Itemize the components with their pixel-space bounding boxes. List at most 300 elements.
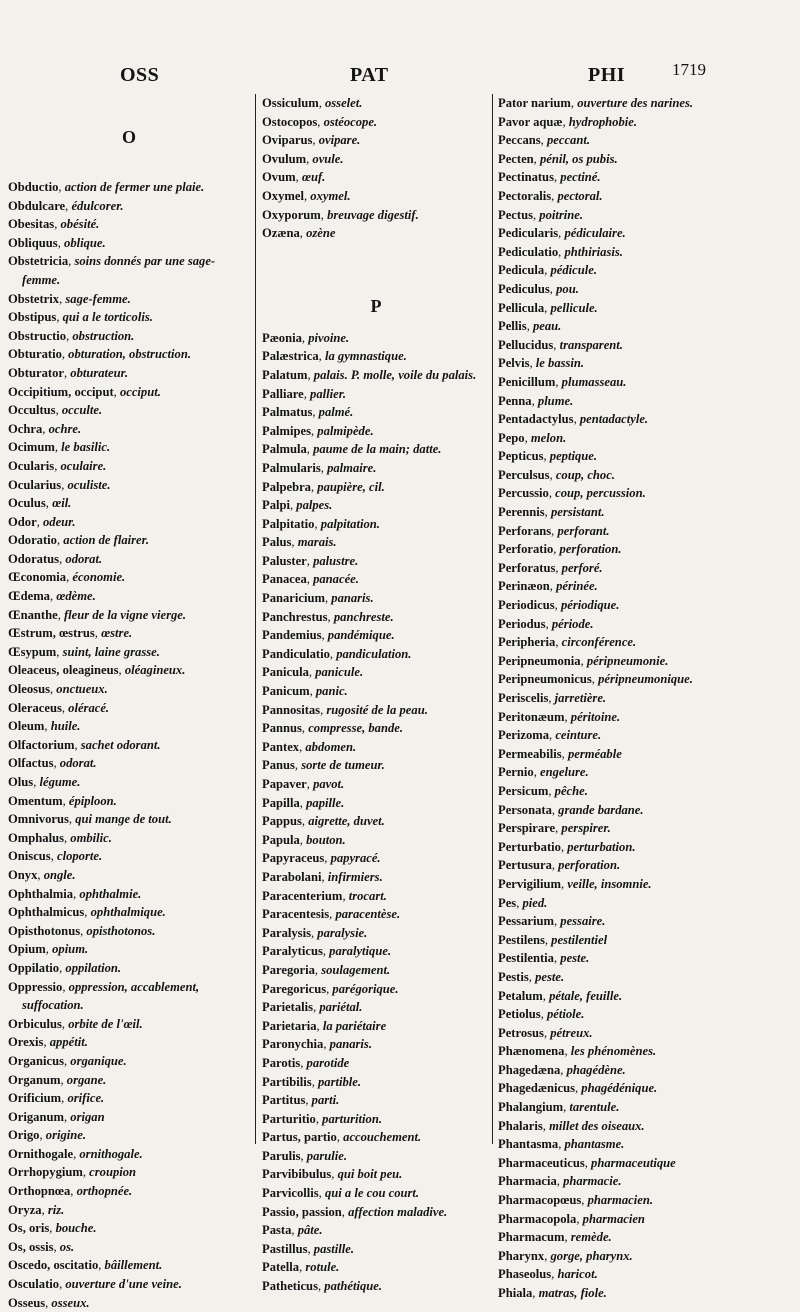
entry-definition: paralytique. [329, 944, 392, 959]
entry-definition: les phénomènes. [570, 1044, 657, 1059]
dictionary-entry: Pernio, engelure. [498, 765, 589, 780]
entry-term: Partitus [262, 1093, 306, 1108]
entry-term: Os, oris [8, 1221, 50, 1236]
entry-definition: pharmaceutique [591, 1155, 676, 1170]
entry-definition: affection maladive. [348, 1204, 448, 1219]
entry-definition: occulte. [61, 403, 103, 418]
entry-definition: pectiné. [560, 170, 601, 185]
dictionary-entry: Pertusura, perforation. [498, 858, 621, 873]
entry-definition: palmaire. [327, 460, 377, 475]
dictionary-entry: Obturatio, obturation, obstruction. [8, 347, 191, 362]
dictionary-entry: Palmipes, palmipède. [262, 423, 374, 438]
entry-definition: palustre. [313, 553, 359, 568]
entry-term: Obesitas [8, 217, 55, 232]
entry-definition: ongle. [43, 867, 76, 882]
entry-definition: ostéocope. [323, 114, 378, 129]
dictionary-entry: Olfactorium, sachet odorant. [8, 737, 161, 752]
entry-definition: palpitation. [320, 516, 380, 531]
entry-term: Pedicularis [498, 226, 559, 241]
entry-term: Ocularius [8, 477, 62, 492]
dictionary-entry: Parulis, parulie. [262, 1148, 348, 1163]
entry-term: Pervigilium [498, 876, 561, 891]
entry-definition: abdomen. [305, 739, 357, 754]
dictionary-entry: Palmula, paume de la main; datte. [262, 442, 442, 457]
entry-definition: oppression, accablement, suffocation. [22, 979, 200, 1013]
dictionary-entry: Ophthalmia, ophthalmie. [8, 886, 142, 901]
entry-definition: perforation. [558, 858, 621, 873]
dictionary-entry: Oniscus, cloporte. [8, 849, 103, 864]
entry-definition: ovule. [312, 151, 344, 166]
entry-definition: osselet. [324, 96, 363, 110]
entry-definition: palpes. [296, 498, 333, 513]
entry-definition: phthiriasis. [564, 244, 623, 259]
dictionary-entry: Panicula, panicule. [262, 665, 364, 680]
entry-term: Omnivorus [8, 812, 69, 827]
entry-definition: ozène [306, 226, 336, 241]
entry-term: Pelvis [498, 356, 530, 371]
dictionary-entry: Peccans, peccant. [498, 133, 590, 148]
entry-term: Origanum [8, 1109, 64, 1124]
entry-definition: perforant. [557, 523, 610, 538]
entry-term: Phantasma [498, 1137, 559, 1152]
dictionary-entry: Obstetrix, sage-femme. [8, 291, 131, 306]
entry-term: Phagedæna [498, 1062, 561, 1077]
entry-definition: oblique. [64, 235, 106, 250]
entry-definition: oléracé. [68, 700, 110, 715]
dictionary-entry: Pediculus, pou. [498, 281, 579, 296]
dictionary-entry: Olfactus, odorat. [8, 756, 97, 771]
dictionary-entry: Pedicularis, pédiculaire. [498, 226, 626, 241]
column-left [8, 122, 250, 1312]
entry-definition: ochre. [48, 421, 82, 436]
entry-term: Omphalus [8, 830, 64, 845]
entry-definition: sorte de tumeur. [301, 758, 385, 773]
dictionary-entry: Permeabilis, perméable [498, 746, 622, 761]
dictionary-entry: Pellicula, pellicule. [498, 300, 598, 315]
entry-definition: économie. [72, 570, 126, 585]
entry-definition: orthopnée. [76, 1184, 133, 1199]
dictionary-entry: Periodus, période. [498, 616, 594, 631]
entry-definition: oculaire. [60, 458, 107, 473]
dictionary-entry: Pannositas, rugosité de la peau. [262, 702, 428, 717]
dictionary-entry: Oryza, riz. [8, 1202, 65, 1217]
entry-definition: jarretière. [554, 691, 607, 705]
entry-definition: millet des oiseaux. [549, 1118, 645, 1133]
dictionary-entry: Pepo, melon. [498, 430, 567, 445]
dictionary-entry: Orbiculus, orbite de l'œil. [8, 1016, 143, 1031]
entry-definition: osseux. [51, 1295, 90, 1310]
entry-term: Pestis [498, 969, 529, 984]
entry-term: Ophthalmicus [8, 905, 85, 920]
entry-term: Ovulum [262, 151, 307, 166]
entry-definition: œstre. [101, 626, 133, 641]
entry-term: Oniscus [8, 849, 51, 864]
dictionary-entry: Ochra, ochre. [8, 421, 82, 436]
entry-definition: épiploon. [68, 793, 117, 808]
dictionary-entry: Pharmacopœus, pharmacien. [498, 1193, 653, 1208]
dictionary-entry: Pes, pied. [498, 895, 548, 910]
entry-term: Oxyporum [262, 207, 321, 222]
entry-definition: peptique. [549, 449, 598, 464]
dictionary-entry: Odor, odeur. [8, 514, 76, 529]
entry-term: Œsypum [8, 644, 57, 659]
entry-term: Palmipes [262, 423, 311, 438]
dictionary-entry: Pelvis, le bassin. [498, 356, 585, 371]
entry-term: Pasta [262, 1223, 292, 1238]
entry-term: Obstetricia [8, 254, 69, 269]
entry-definition: périodique. [560, 598, 620, 613]
entry-definition: sage-femme. [65, 291, 131, 306]
entry-definition: paracentèse. [335, 907, 401, 922]
dictionary-entry: Oppilatio, oppilation. [8, 960, 122, 975]
entry-term: Perspirare [498, 821, 556, 836]
entry-definition: pessaire. [560, 914, 606, 929]
entry-term: Palæstrica [262, 349, 319, 364]
entry-term: Paralysis [262, 925, 311, 940]
entry-term: Panacea [262, 572, 307, 587]
dictionary-entry: Palpi, palpes. [262, 498, 333, 513]
entry-term: Peritonæum [498, 709, 565, 724]
dictionary-entry: Oscedo, oscitatio, bâillement. [8, 1258, 163, 1273]
entry-definition: peau. [532, 319, 562, 334]
entry-term: Petrosus [498, 1025, 544, 1040]
dictionary-entry: Pharmacopola, pharmacien [498, 1211, 645, 1226]
dictionary-entry: Osseus, osseux. [8, 1295, 90, 1310]
entry-term: Ocimum [8, 440, 55, 455]
entry-definition: compresse, bande. [308, 721, 403, 736]
dictionary-entry: Pestis, peste. [498, 969, 565, 984]
entry-term: Obductio [8, 180, 59, 194]
entry-definition: grande bardane. [558, 802, 644, 817]
dictionary-entry: Personata, grande bardane. [498, 802, 644, 817]
dictionary-entry: Œstrum, œstrus, œstre. [8, 626, 133, 641]
dictionary-entry: Peripneumonicus, péripneumonique. [498, 672, 693, 687]
entry-term: Pentadactylus [498, 412, 574, 427]
entry-term: Obstructio [8, 328, 67, 343]
entry-definition: organique. [70, 1053, 127, 1068]
dictionary-entry: Perinæon, périnée. [498, 579, 598, 594]
entry-definition: pallier. [310, 386, 347, 401]
entry-definition: œuf. [301, 170, 326, 185]
entry-term: Obdulcare [8, 198, 66, 213]
dictionary-entry: Papyraceus, papyracé. [262, 851, 381, 866]
dictionary-entry: Penna, plume. [498, 393, 574, 408]
dictionary-entry: Petrosus, pétreux. [498, 1025, 593, 1040]
entry-definition: persistant. [550, 505, 605, 520]
entry-term: Phalaris [498, 1118, 543, 1133]
entry-definition: fleur de la vigne vierge. [63, 607, 187, 622]
entry-definition: qui a le cou court. [324, 1186, 420, 1201]
entry-term: Peripneumonicus [498, 672, 592, 687]
dictionary-entry: Œdema, œdème. [8, 589, 96, 604]
entry-term: Palpi [262, 498, 290, 513]
entry-term: Pectinatus [498, 170, 554, 185]
entry-term: Opium [8, 942, 46, 957]
column-right [498, 94, 716, 1303]
entry-term: Œstrum, œstrus [8, 626, 95, 641]
entry-term: Pedicula [498, 263, 545, 278]
entry-term: Oppressio [8, 979, 63, 994]
dictionary-entry: Perennis, persistant. [498, 505, 605, 520]
entry-definition: édulcorer. [71, 198, 124, 213]
entry-definition: pellicule. [550, 300, 598, 315]
dictionary-entry: Origo, origine. [8, 1128, 87, 1143]
dictionary-entry: Papula, bouton. [262, 832, 346, 847]
entry-definition: ovipare. [318, 133, 361, 148]
entry-term: Personata [498, 802, 552, 817]
dictionary-entry: Palatum, palais. P. molle, voile du palais. [262, 367, 477, 382]
dictionary-entry: Peripneumonia, péripneumonie. [498, 653, 669, 668]
dictionary-entry: Phiala, matras, fiole. [498, 1286, 607, 1300]
entry-term: Perinæon [498, 579, 550, 594]
dictionary-entry: Phantasma, phantasme. [498, 1137, 625, 1152]
entry-term: Pestilentia [498, 951, 554, 966]
entry-term: Papilla [262, 795, 300, 810]
dictionary-entry: Paralyticus, paralytique. [262, 944, 392, 959]
dictionary-entry: Pharmaceuticus, pharmaceutique [498, 1155, 676, 1170]
dictionary-entry: Petalum, pétale, feuille. [498, 988, 623, 1003]
entry-term: Pharmacopœus [498, 1193, 582, 1208]
entry-definition: veille, insomnie. [567, 876, 652, 891]
dictionary-entry: Panacea, panacée. [262, 572, 359, 587]
entry-definition: oppilation. [65, 960, 122, 975]
entry-term: Ozæna [262, 226, 300, 241]
dictionary-entry: Pappus, aigrette, duvet. [262, 814, 385, 829]
entry-term: Osseus [8, 1295, 46, 1310]
dictionary-entry: Olus, légume. [8, 775, 81, 789]
dictionary-entry: Panus, sorte de tumeur. [262, 758, 385, 773]
entry-term: Organicus [8, 1053, 64, 1068]
entry-term: Periodus [498, 616, 546, 631]
entry-term: Phaseolus [498, 1267, 552, 1282]
entry-term: Oxymel [262, 188, 304, 203]
entry-definition: haricot. [557, 1267, 598, 1282]
entry-definition: infirmiers. [327, 869, 383, 884]
entry-definition: sachet odorant. [80, 737, 161, 752]
dictionary-entry: Palmularis, palmaire. [262, 460, 377, 475]
entry-term: Pannus [262, 721, 302, 736]
entry-term: Osculatio [8, 1277, 60, 1292]
entry-definition: perforé. [561, 560, 603, 575]
entry-term: Ossiculum [262, 96, 319, 110]
entry-term: Parvicollis [262, 1186, 319, 1201]
entry-term: Perculsus [498, 467, 550, 482]
entry-definition: parti. [311, 1093, 340, 1108]
entry-definition: pivoine. [308, 330, 350, 345]
entry-term: Palmatus [262, 405, 313, 420]
entry-definition: hydrophobie. [568, 114, 638, 129]
entry-definition: peste. [535, 969, 565, 984]
dictionary-entry: Petiolus, pétiole. [498, 1007, 585, 1022]
entry-definition: riz. [47, 1202, 65, 1217]
entry-definition: engelure. [539, 765, 589, 780]
entry-term: Panchrestus [262, 609, 328, 624]
entry-term: Ornithogale [8, 1146, 74, 1161]
page-header [0, 60, 800, 96]
entry-term: Orexis [8, 1035, 44, 1050]
entry-definition: panaris. [331, 591, 374, 606]
dictionary-entry: Origanum, origan [8, 1109, 105, 1124]
entry-definition: parotide [306, 1055, 350, 1070]
entry-definition: odorat. [59, 756, 97, 771]
entry-term: Papyraceus [262, 851, 325, 866]
entry-term: Pharynx [498, 1248, 545, 1263]
dictionary-entry: Ocimum, le basilic. [8, 440, 111, 455]
entry-definition: origan [70, 1109, 105, 1124]
entry-definition: pestilentiel [551, 932, 608, 947]
dictionary-entry: Percussio, coup, percussion. [498, 486, 646, 501]
entry-term: Pertusura [498, 858, 552, 873]
entry-definition: ophthalmique. [90, 905, 166, 920]
entry-definition: parturition. [322, 1111, 383, 1126]
entry-definition: melon. [530, 430, 567, 445]
entry-term: Periodicus [498, 598, 555, 613]
dictionary-entry: Obesitas, obésité. [8, 217, 100, 232]
dictionary-entry: Parabolani, infirmiers. [262, 869, 383, 884]
entry-definition: opium. [52, 942, 89, 957]
entry-term: Penna [498, 393, 532, 408]
dictionary-entry: Palliare, pallier. [262, 386, 347, 401]
entry-term: Phalangium [498, 1100, 564, 1115]
dictionary-entry: Pepticus, peptique. [498, 449, 598, 464]
dictionary-entry: Perforatio, perforation. [498, 542, 622, 557]
dictionary-entry: Pectus, poitrine. [498, 207, 584, 222]
column-rule [255, 94, 256, 1144]
entry-definition: rotule. [305, 1260, 340, 1275]
dictionary-entry: Onyx, ongle. [8, 867, 76, 882]
entry-definition: rugosité de la peau. [326, 702, 428, 717]
entry-definition: oxymel. [310, 188, 351, 203]
entry-term: Olfactorium [8, 737, 75, 752]
dictionary-entry: Obstetricia, soins donnés par une sage-femme. [8, 254, 216, 287]
dictionary-entry: Perforatus, perforé. [498, 560, 603, 575]
dictionary-entry: Pestilentia, peste. [498, 951, 590, 966]
running-head-center: PAT [350, 64, 389, 86]
entry-term: Phiala [498, 1286, 533, 1300]
entry-definition: circonférence. [561, 635, 637, 650]
entry-definition: papille. [306, 795, 345, 810]
entry-definition: perforation. [559, 542, 622, 557]
dictionary-entry: Parvicollis, qui a le cou court. [262, 1186, 420, 1201]
entry-term: Paregoria [262, 962, 315, 977]
entry-term: Paronychia [262, 1037, 324, 1052]
dictionary-entry: Pharmacia, pharmacie. [498, 1174, 622, 1189]
entry-definition: croupion [89, 1165, 137, 1180]
entry-term: Pestilens [498, 932, 545, 947]
dictionary-entry: Papilla, papille. [262, 795, 345, 810]
dictionary-entry: Ovum, œuf. [262, 170, 326, 185]
entry-definition: parégorique. [332, 981, 399, 996]
entry-term: Oleraceus [8, 700, 62, 715]
dictionary-entry: Opium, opium. [8, 942, 89, 957]
entry-definition: panaris. [329, 1037, 372, 1052]
entry-term: Penicillum [498, 374, 556, 389]
dictionary-entry: Papaver, pavot. [262, 777, 345, 791]
entry-definition: pandiculation. [336, 646, 412, 661]
entry-term: Palliare [262, 386, 304, 401]
entry-definition: opisthotonos. [86, 923, 156, 938]
entry-term: Pepo [498, 430, 525, 445]
dictionary-entry: Panaricium, panaris. [262, 591, 374, 606]
dictionary-entry: Orexis, appétit. [8, 1035, 88, 1050]
entry-definition: onctueux. [56, 682, 108, 697]
entry-definition: oculiste. [67, 477, 111, 492]
entry-definition: pentadactyle. [579, 412, 649, 427]
entry-term: Parietalis [262, 1000, 314, 1015]
dictionary-entry: Penicillum, plumasseau. [498, 374, 627, 389]
dictionary-entry: Palpebra, paupière, cil. [262, 479, 385, 494]
entry-definition: breuvage digestif. [327, 207, 419, 222]
entry-term: Œnanthe [8, 607, 58, 622]
entry-definition: paralysie. [317, 925, 368, 940]
entry-term: Occultus [8, 403, 56, 418]
entry-definition: tarentule. [569, 1100, 620, 1115]
entry-definition: trocart. [348, 888, 387, 903]
entry-term: Periscelis [498, 691, 549, 705]
entry-definition: cloporte. [57, 849, 103, 864]
dictionary-entry: Peritonæum, péritoine. [498, 709, 621, 724]
dictionary-entry: Pectinatus, pectiné. [498, 170, 601, 185]
dictionary-entry: Pervigilium, veille, insomnie. [498, 876, 652, 891]
entry-term: Pæonia [262, 330, 302, 345]
entry-definition: la gymnastique. [324, 349, 407, 364]
entry-term: Pharmacum [498, 1230, 565, 1245]
dictionary-entry: Obturator, obturateur. [8, 365, 129, 380]
column-rule [492, 94, 493, 1144]
entry-term: Patella [262, 1260, 300, 1275]
entry-term: Orthopnœa [8, 1184, 71, 1199]
entry-term: Orificium [8, 1091, 62, 1106]
dictionary-entry: Obdulcare, édulcorer. [8, 198, 124, 213]
entry-term: Parulis [262, 1148, 301, 1163]
entry-term: Olus [8, 775, 34, 789]
entry-definition: ouverture des narines. [577, 96, 693, 110]
dictionary-entry: Ossiculum, osselet. [262, 96, 363, 110]
entry-term: Pappus [262, 814, 302, 829]
dictionary-entry: Pestilens, pestilentiel [498, 932, 608, 947]
entry-term: Permeabilis [498, 746, 562, 761]
entry-term: Obstipus [8, 310, 57, 325]
entry-definition: œdème. [56, 589, 96, 604]
entry-term: Panicum [262, 684, 310, 699]
entry-term: Parabolani [262, 869, 322, 884]
dictionary-entry: Oculus, œil. [8, 496, 72, 511]
dictionary-entry: Ophthalmicus, ophthalmique. [8, 905, 166, 920]
entry-term: Petalum [498, 988, 543, 1003]
entry-definition: pathétique. [324, 1279, 382, 1294]
entry-term: Œdema [8, 589, 50, 604]
dictionary-entry: Oleosus, onctueux. [8, 682, 108, 697]
entry-definition: marais. [297, 535, 337, 550]
dictionary-entry: Perspirare, perspirer. [498, 821, 611, 836]
entry-term: Oscedo, oscitatio [8, 1258, 99, 1273]
dictionary-entry: Obductio, action de fermer une plaie. [8, 180, 205, 194]
dictionary-entry: Organicus, organique. [8, 1053, 127, 1068]
dictionary-entry: Palmatus, palmé. [262, 405, 354, 420]
dictionary-entry: Phagedænicus, phagédénique. [498, 1081, 658, 1096]
entry-definition: panchreste. [333, 609, 394, 624]
entry-term: Occipitium, occiput [8, 384, 114, 399]
entry-term: Oleum [8, 719, 45, 734]
entry-term: Ochra [8, 421, 43, 436]
entry-definition: matras, fiole. [538, 1286, 607, 1300]
entry-definition: œil. [52, 496, 72, 511]
dictionary-entry: Panchrestus, panchreste. [262, 609, 394, 624]
dictionary-entry: Oviparus, ovipare. [262, 133, 361, 148]
entry-definition: ombilic. [70, 830, 112, 845]
entry-definition: appétit. [49, 1035, 88, 1050]
dictionary-entry: Oppressio, oppression, accablement, suffocation. [8, 979, 200, 1013]
